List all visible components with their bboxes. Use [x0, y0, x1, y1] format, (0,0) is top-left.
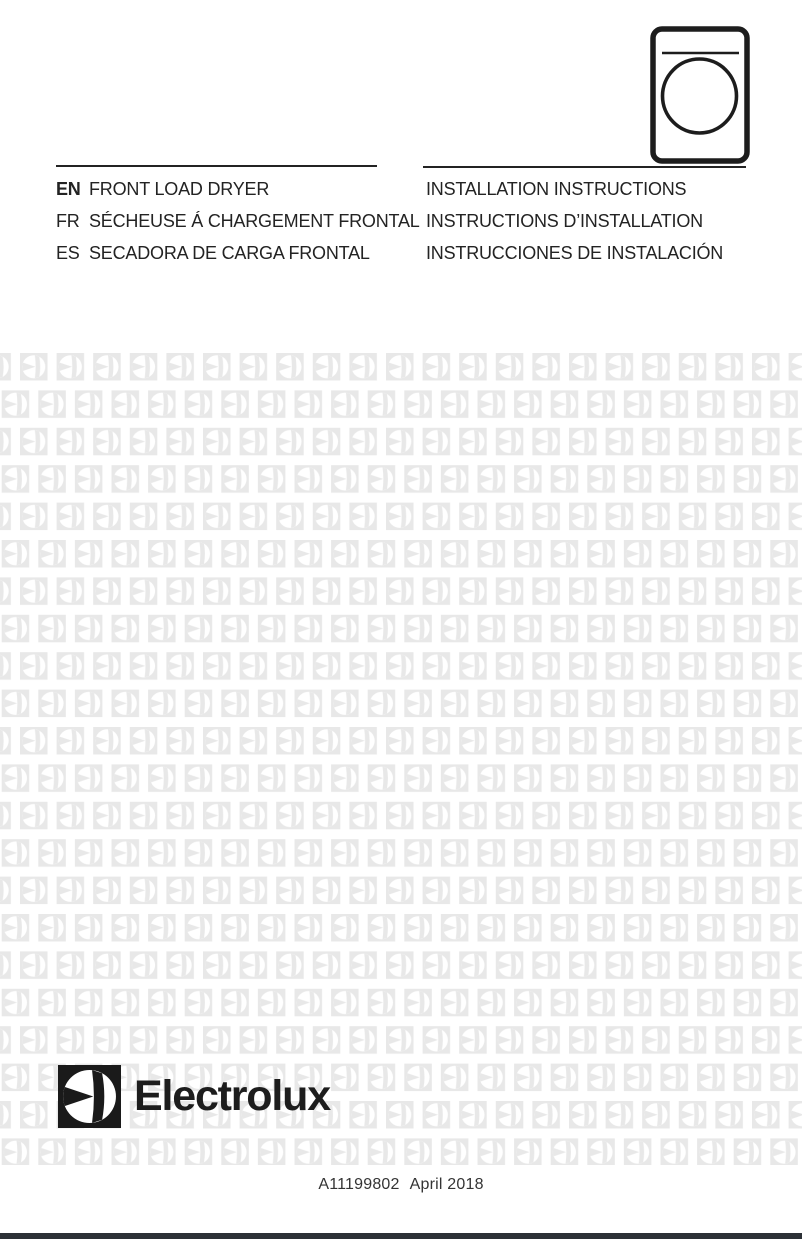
- doc-date: April 2018: [409, 1176, 484, 1193]
- electrolux-logo: [58, 1065, 330, 1128]
- product-title-list: [56, 173, 420, 269]
- doc-number: A11199802: [318, 1176, 400, 1193]
- instruction-title-es: INSTRUCCIONES DE INSTALACIÓN: [426, 243, 724, 263]
- product-title-en: [56, 173, 416, 205]
- product-title-fr-text: SÉCHEUSE Á CHARGEMENT FRONTAL: [89, 211, 420, 231]
- divider-right-column: [423, 166, 746, 168]
- product-title-en-text: FRONT LOAD DRYER: [89, 179, 270, 199]
- product-title-es: [56, 237, 416, 269]
- product-title-fr: [56, 205, 420, 237]
- doc-footer: [0, 1176, 802, 1194]
- divider-left-column: [56, 165, 377, 167]
- electrolux-wordmark: Electrolux: [134, 1072, 330, 1120]
- electrolux-mark-icon: [58, 1065, 121, 1128]
- product-title-es-text: SECADORA DE CARGA FRONTAL: [89, 243, 370, 263]
- lang-code-en: EN: [56, 179, 81, 199]
- front-load-dryer-icon: [648, 24, 752, 166]
- lang-code-es: ES: [56, 243, 80, 263]
- instruction-title-fr: INSTRUCTIONS D’INSTALLATION: [426, 211, 703, 231]
- instruction-title-list: [426, 173, 786, 269]
- instruction-title-en: INSTALLATION INSTRUCTIONS: [426, 179, 687, 199]
- lang-code-fr: FR: [56, 211, 80, 231]
- electrolux-pattern-background: [0, 353, 802, 1165]
- bottom-bar: [0, 1233, 802, 1239]
